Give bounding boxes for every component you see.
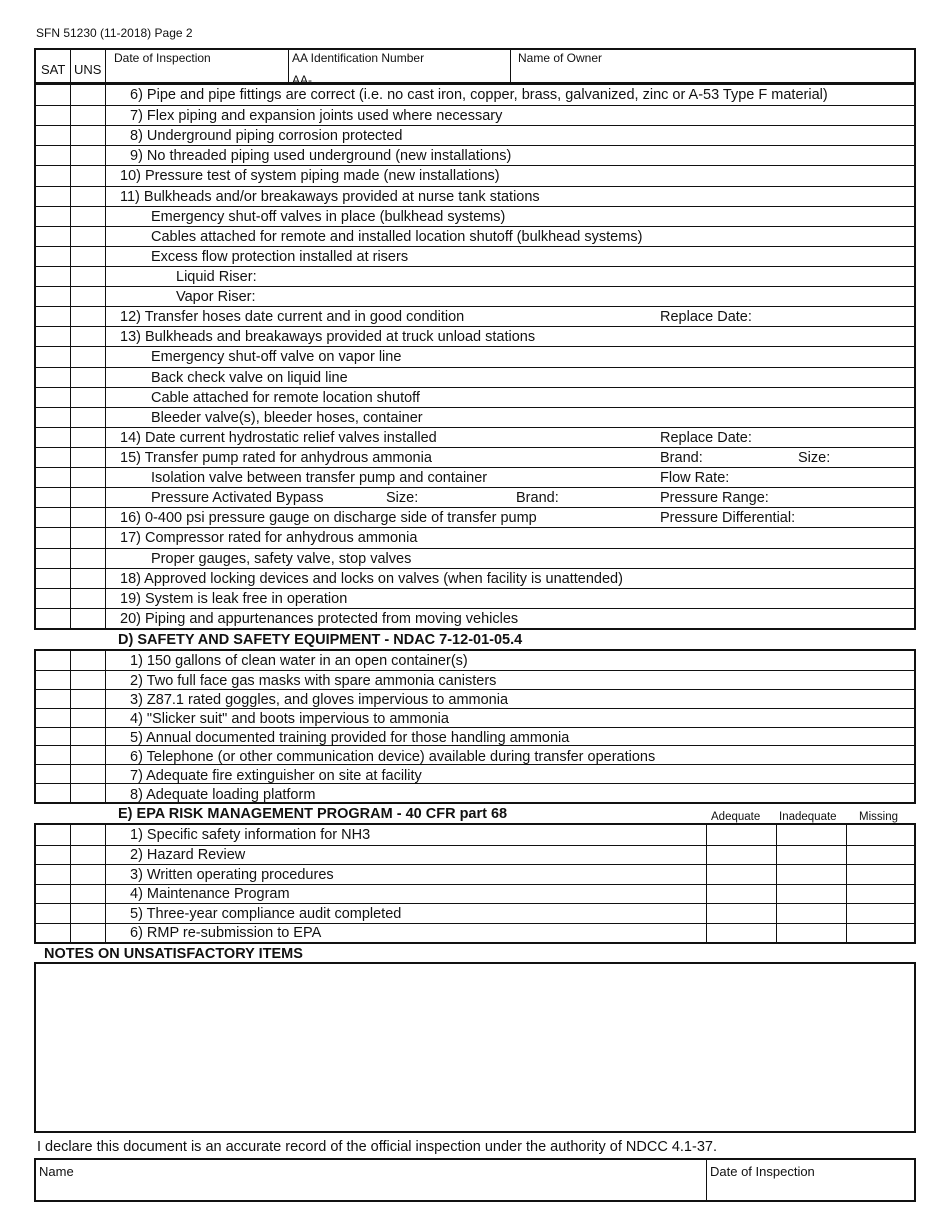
section-c-row: [36, 165, 914, 185]
uns-checkbox[interactable]: [71, 924, 105, 944]
section-c-field-label: Size:: [386, 490, 419, 507]
section-c-row: [36, 226, 914, 246]
section-c-item-text: Excess flow protection installed at risers: [151, 248, 409, 265]
section-d-row: [36, 708, 914, 727]
section-c-item-text: Bleeder valve(s), bleeder hoses, container: [151, 409, 423, 426]
uns-checkbox[interactable]: [71, 690, 105, 709]
section-c-item-text: 12) Transfer hoses date current and in good condition: [120, 309, 465, 326]
sat-checkbox[interactable]: [36, 347, 70, 367]
adequate-checkbox[interactable]: [707, 846, 775, 866]
adequate-checkbox[interactable]: [707, 825, 775, 845]
section-c-item-text: 17) Compressor rated for anhydrous ammonia: [120, 530, 418, 547]
missing-checkbox[interactable]: [847, 924, 914, 944]
section-d-item-text: 4) "Slicker suit" and boots impervious to ammonia: [130, 711, 449, 728]
section-c-item-text: Emergency shut-off valve on vapor line: [151, 349, 402, 366]
column-divider: [105, 651, 106, 802]
sat-checkbox[interactable]: [36, 784, 70, 803]
uns-checkbox[interactable]: [71, 846, 105, 866]
section-c-field-label: Brand:: [660, 450, 703, 467]
section-c-item-text: 19) System is leak free in operation: [120, 590, 348, 607]
sat-checkbox[interactable]: [36, 651, 70, 670]
section-e-row: [36, 903, 914, 923]
missing-checkbox[interactable]: [847, 846, 914, 866]
section-c-item-text: Proper gauges, safety valve, stop valves: [151, 550, 412, 567]
inadequate-checkbox[interactable]: [777, 904, 845, 924]
section-c-row: [36, 588, 914, 608]
footer-date-label: Date of Inspection: [710, 1164, 815, 1179]
missing-checkbox[interactable]: [847, 825, 914, 845]
section-e-item-text: 6) RMP re-submission to EPA: [130, 925, 322, 942]
date-of-inspection-label: Date of Inspection: [114, 51, 211, 65]
section-c-field-label: Brand:: [516, 490, 559, 507]
column-divider: [70, 85, 71, 628]
section-c-item-text: 11) Bulkheads and/or breakaways provided at nurse tank stations: [120, 188, 540, 205]
section-d-row: [36, 783, 914, 802]
sat-checkbox[interactable]: [36, 227, 70, 247]
section-e-row: [36, 884, 914, 904]
section-e-item-text: 4) Maintenance Program: [130, 886, 290, 903]
uns-checkbox[interactable]: [71, 146, 105, 166]
section-d-row: [36, 745, 914, 764]
uns-checkbox[interactable]: [71, 287, 105, 307]
section-c-row: [36, 548, 914, 568]
uns-checkbox[interactable]: [71, 528, 105, 548]
section-c-row: [36, 568, 914, 588]
section-c-item-text: Cables attached for remote and installed location shutoff (bulkhead systems): [151, 228, 643, 245]
uns-checkbox[interactable]: [71, 468, 105, 488]
section-c-row: [36, 346, 914, 366]
section-c-item-text: Emergency shut-off valves in place (bulkhead systems): [151, 208, 506, 225]
uns-checkbox[interactable]: [71, 651, 105, 670]
uns-checkbox[interactable]: [71, 126, 105, 146]
adequate-column-header: Adequate: [711, 811, 761, 823]
adequate-checkbox[interactable]: [707, 865, 775, 885]
owner-name-label: Name of Owner: [518, 51, 603, 65]
section-d-row: [36, 670, 914, 689]
date-of-inspection-input[interactable]: [106, 64, 287, 84]
sat-checkbox[interactable]: [36, 428, 70, 448]
uns-checkbox[interactable]: [71, 267, 105, 287]
sat-checkbox[interactable]: [36, 166, 70, 186]
section-e-title: E) EPA RISK MANAGEMENT PROGRAM - 40 CFR part 68: [118, 806, 508, 822]
column-divider: [105, 825, 106, 942]
adequate-checkbox[interactable]: [707, 924, 775, 944]
section-e-item-text: 3) Written operating procedures: [130, 866, 334, 883]
sat-checkbox[interactable]: [36, 408, 70, 428]
uns-checkbox[interactable]: [71, 388, 105, 408]
section-e-row: [36, 845, 914, 865]
sat-checkbox[interactable]: [36, 728, 70, 747]
uns-checkbox[interactable]: [71, 865, 105, 885]
sat-checkbox[interactable]: [36, 126, 70, 146]
sat-checkbox[interactable]: [36, 468, 70, 488]
uns-checkbox[interactable]: [71, 85, 105, 105]
column-divider: [846, 825, 847, 942]
uns-checkbox[interactable]: [71, 825, 105, 845]
uns-checkbox[interactable]: [71, 784, 105, 803]
inadequate-checkbox[interactable]: [777, 885, 845, 905]
section-e-item-text: 2) Hazard Review: [130, 847, 246, 864]
sat-checkbox[interactable]: [36, 187, 70, 207]
sat-checkbox[interactable]: [36, 146, 70, 166]
section-c-item-text: 16) 0-400 psi pressure gauge on discharge side of transfer pump: [120, 510, 537, 527]
section-e-table: [34, 823, 916, 944]
column-divider: [105, 85, 106, 628]
notes-title: NOTES ON UNSATISFACTORY ITEMS: [44, 946, 303, 962]
section-c-row: [36, 306, 914, 326]
section-c-item-text: 18) Approved locking devices and locks on valves (when facility is unattended): [120, 570, 623, 587]
section-c-item-text: Pressure Activated Bypass: [151, 490, 324, 507]
section-e-row: [36, 825, 914, 845]
section-c-item-text: 8) Underground piping corrosion protected: [130, 128, 403, 145]
section-d-item-text: 6) Telephone (or other communication device) available during transfer operations: [130, 748, 656, 765]
section-c-row: [36, 387, 914, 407]
section-c-item-text: Back check valve on liquid line: [151, 369, 348, 386]
sat-checkbox[interactable]: [36, 85, 70, 105]
section-c-field-label: Replace Date:: [660, 429, 752, 446]
section-c-row: [36, 85, 914, 105]
header-box: [34, 48, 916, 87]
section-e-item-text: 5) Three-year compliance audit completed: [130, 905, 402, 922]
sat-checkbox[interactable]: [36, 448, 70, 468]
sat-checkbox[interactable]: [36, 746, 70, 765]
name-input[interactable]: [36, 1178, 704, 1200]
uns-checkbox[interactable]: [71, 488, 105, 508]
uns-checkbox[interactable]: [71, 885, 105, 905]
declaration-text: I declare this document is an accurate record of the official inspection under the authority of NDCC 4.1-37.: [37, 1139, 717, 1155]
uns-checkbox[interactable]: [71, 327, 105, 347]
aa-prefix: AA-: [292, 73, 313, 87]
aa-identification-label: AA Identification Number: [292, 51, 425, 65]
sat-checkbox[interactable]: [36, 904, 70, 924]
sat-checkbox[interactable]: [36, 388, 70, 408]
section-c-field-label: Size:: [798, 450, 831, 467]
uns-checkbox[interactable]: [71, 207, 105, 227]
section-c-row: [36, 447, 914, 467]
section-e-row: [36, 923, 914, 943]
uns-checkbox[interactable]: [71, 728, 105, 747]
uns-checkbox[interactable]: [71, 408, 105, 428]
owner-name-input[interactable]: [511, 64, 916, 84]
section-c-row: [36, 206, 914, 226]
section-c-field-label: Replace Date:: [660, 309, 752, 326]
column-divider: [70, 651, 71, 802]
sat-checkbox[interactable]: [36, 924, 70, 944]
sat-checkbox[interactable]: [36, 671, 70, 690]
section-e-item-text: 1) Specific safety information for NH3: [130, 826, 371, 843]
section-c-item-text: 15) Transfer pump rated for anhydrous ammonia: [120, 450, 432, 467]
section-d-item-text: 8) Adequate loading platform: [130, 786, 316, 803]
section-c-item-text: 20) Piping and appurtenances protected from moving vehicles: [120, 610, 519, 627]
footer-date-input[interactable]: [708, 1178, 914, 1200]
section-d-row: [36, 689, 914, 708]
sat-checkbox[interactable]: [36, 569, 70, 589]
section-c-row: [36, 145, 914, 165]
column-divider: [70, 825, 71, 942]
sat-checkbox[interactable]: [36, 865, 70, 885]
sat-checkbox[interactable]: [36, 307, 70, 327]
section-c-row: [36, 507, 914, 527]
column-divider: [776, 825, 777, 942]
section-c-row: [36, 246, 914, 266]
section-c-item-text: 13) Bulkheads and breakaways provided at truck unload stations: [120, 329, 536, 346]
uns-checkbox[interactable]: [71, 549, 105, 569]
signature-box: [34, 1158, 916, 1202]
uns-checkbox[interactable]: [71, 508, 105, 528]
missing-checkbox[interactable]: [847, 904, 914, 924]
inadequate-checkbox[interactable]: [777, 865, 845, 885]
uns-checkbox[interactable]: [71, 247, 105, 267]
section-c-row: [36, 427, 914, 447]
section-c-row: [36, 105, 914, 125]
column-divider: [706, 825, 707, 942]
uns-checkbox[interactable]: [71, 765, 105, 784]
section-c-item-text: 7) Flex piping and expansion joints used where necessary: [130, 108, 503, 125]
section-c-item-text: Isolation valve between transfer pump and container: [151, 470, 488, 487]
form-id: SFN 51230 (11-2018) Page 2: [36, 26, 193, 40]
section-d-row: [36, 651, 914, 670]
sat-checkbox[interactable]: [36, 589, 70, 609]
sat-checkbox[interactable]: [36, 528, 70, 548]
section-c-row: [36, 367, 914, 387]
name-label: Name: [39, 1164, 74, 1179]
section-d-item-text: 2) Two full face gas masks with spare ammonia canisters: [130, 673, 497, 690]
missing-checkbox[interactable]: [847, 865, 914, 885]
section-d-item-text: 5) Annual documented training provided for those handling ammonia: [130, 729, 570, 746]
section-c-row: [36, 125, 914, 145]
uns-checkbox[interactable]: [71, 746, 105, 765]
sat-checkbox[interactable]: [36, 885, 70, 905]
section-c-item-text: Cable attached for remote location shutoff: [151, 389, 420, 406]
section-c-field-label: Flow Rate:: [660, 470, 730, 487]
sat-checkbox[interactable]: [36, 846, 70, 866]
section-d-title: D) SAFETY AND SAFETY EQUIPMENT - NDAC 7-12-01-05.4: [118, 632, 523, 648]
section-d-item-text: 7) Adequate fire extinguisher on site at facility: [130, 767, 422, 784]
uns-header: UNS: [74, 62, 102, 77]
notes-area[interactable]: [34, 962, 916, 1133]
sat-checkbox[interactable]: [36, 106, 70, 126]
section-c-item-text: Vapor Riser:: [176, 289, 256, 306]
inadequate-checkbox[interactable]: [777, 846, 845, 866]
sat-checkbox[interactable]: [36, 327, 70, 347]
sat-checkbox[interactable]: [36, 825, 70, 845]
uns-checkbox[interactable]: [71, 904, 105, 924]
sat-checkbox[interactable]: [36, 549, 70, 569]
inadequate-checkbox[interactable]: [777, 924, 845, 944]
section-d-table: [34, 649, 916, 804]
sat-checkbox[interactable]: [36, 207, 70, 227]
section-c-row: [36, 467, 914, 487]
section-c-field-label: Pressure Differential:: [660, 510, 796, 527]
section-c-item-text: 10) Pressure test of system piping made (new installations): [120, 168, 500, 185]
section-c-row: [36, 286, 914, 306]
section-c-item-text: 6) Pipe and pipe fittings are correct (i.e. no cast iron, copper, brass, galvanized, zinc or A-53 Type F material): [130, 87, 828, 104]
uns-checkbox[interactable]: [71, 106, 105, 126]
section-c-row: [36, 407, 914, 427]
section-c-row: [36, 608, 914, 628]
inadequate-checkbox[interactable]: [777, 825, 845, 845]
section-d-row: [36, 764, 914, 783]
sat-checkbox[interactable]: [36, 267, 70, 287]
adequate-checkbox[interactable]: [707, 885, 775, 905]
sat-checkbox[interactable]: [36, 609, 70, 629]
sat-checkbox[interactable]: [36, 247, 70, 267]
uns-checkbox[interactable]: [71, 448, 105, 468]
section-c-row: [36, 266, 914, 286]
uns-checkbox[interactable]: [71, 368, 105, 388]
section-c-row: [36, 326, 914, 346]
section-c-item-text: Liquid Riser:: [176, 269, 257, 286]
inadequate-column-header: Inadequate: [779, 811, 837, 823]
sat-checkbox[interactable]: [36, 690, 70, 709]
section-d-item-text: 3) Z87.1 rated goggles, and gloves impervious to ammonia: [130, 692, 509, 709]
uns-checkbox[interactable]: [71, 709, 105, 728]
section-c-item-text: 14) Date current hydrostatic relief valves installed: [120, 429, 437, 446]
section-c-table: [34, 83, 916, 630]
uns-checkbox[interactable]: [71, 589, 105, 609]
missing-column-header: Missing: [859, 811, 898, 823]
uns-checkbox[interactable]: [71, 347, 105, 367]
sat-header: SAT: [41, 62, 66, 77]
sat-checkbox[interactable]: [36, 368, 70, 388]
section-c-row: [36, 186, 914, 206]
uns-checkbox[interactable]: [71, 187, 105, 207]
uns-checkbox[interactable]: [71, 569, 105, 589]
uns-checkbox[interactable]: [71, 428, 105, 448]
sat-checkbox[interactable]: [36, 765, 70, 784]
section-c-item-text: 9) No threaded piping used underground (new installations): [130, 148, 512, 165]
section-c-row: [36, 487, 914, 507]
aa-identification-input[interactable]: [306, 66, 509, 84]
section-c-field-label: Pressure Range:: [660, 490, 769, 507]
section-e-row: [36, 864, 914, 884]
missing-checkbox[interactable]: [847, 885, 914, 905]
sat-checkbox[interactable]: [36, 709, 70, 728]
sat-checkbox[interactable]: [36, 508, 70, 528]
section-d-item-text: 1) 150 gallons of clean water in an open container(s): [130, 653, 468, 670]
uns-checkbox[interactable]: [71, 227, 105, 247]
sat-checkbox[interactable]: [36, 287, 70, 307]
uns-checkbox[interactable]: [71, 671, 105, 690]
sat-checkbox[interactable]: [36, 488, 70, 508]
section-d-row: [36, 727, 914, 746]
adequate-checkbox[interactable]: [707, 904, 775, 924]
section-c-row: [36, 527, 914, 547]
uns-checkbox[interactable]: [71, 307, 105, 327]
uns-checkbox[interactable]: [71, 609, 105, 629]
uns-checkbox[interactable]: [71, 166, 105, 186]
